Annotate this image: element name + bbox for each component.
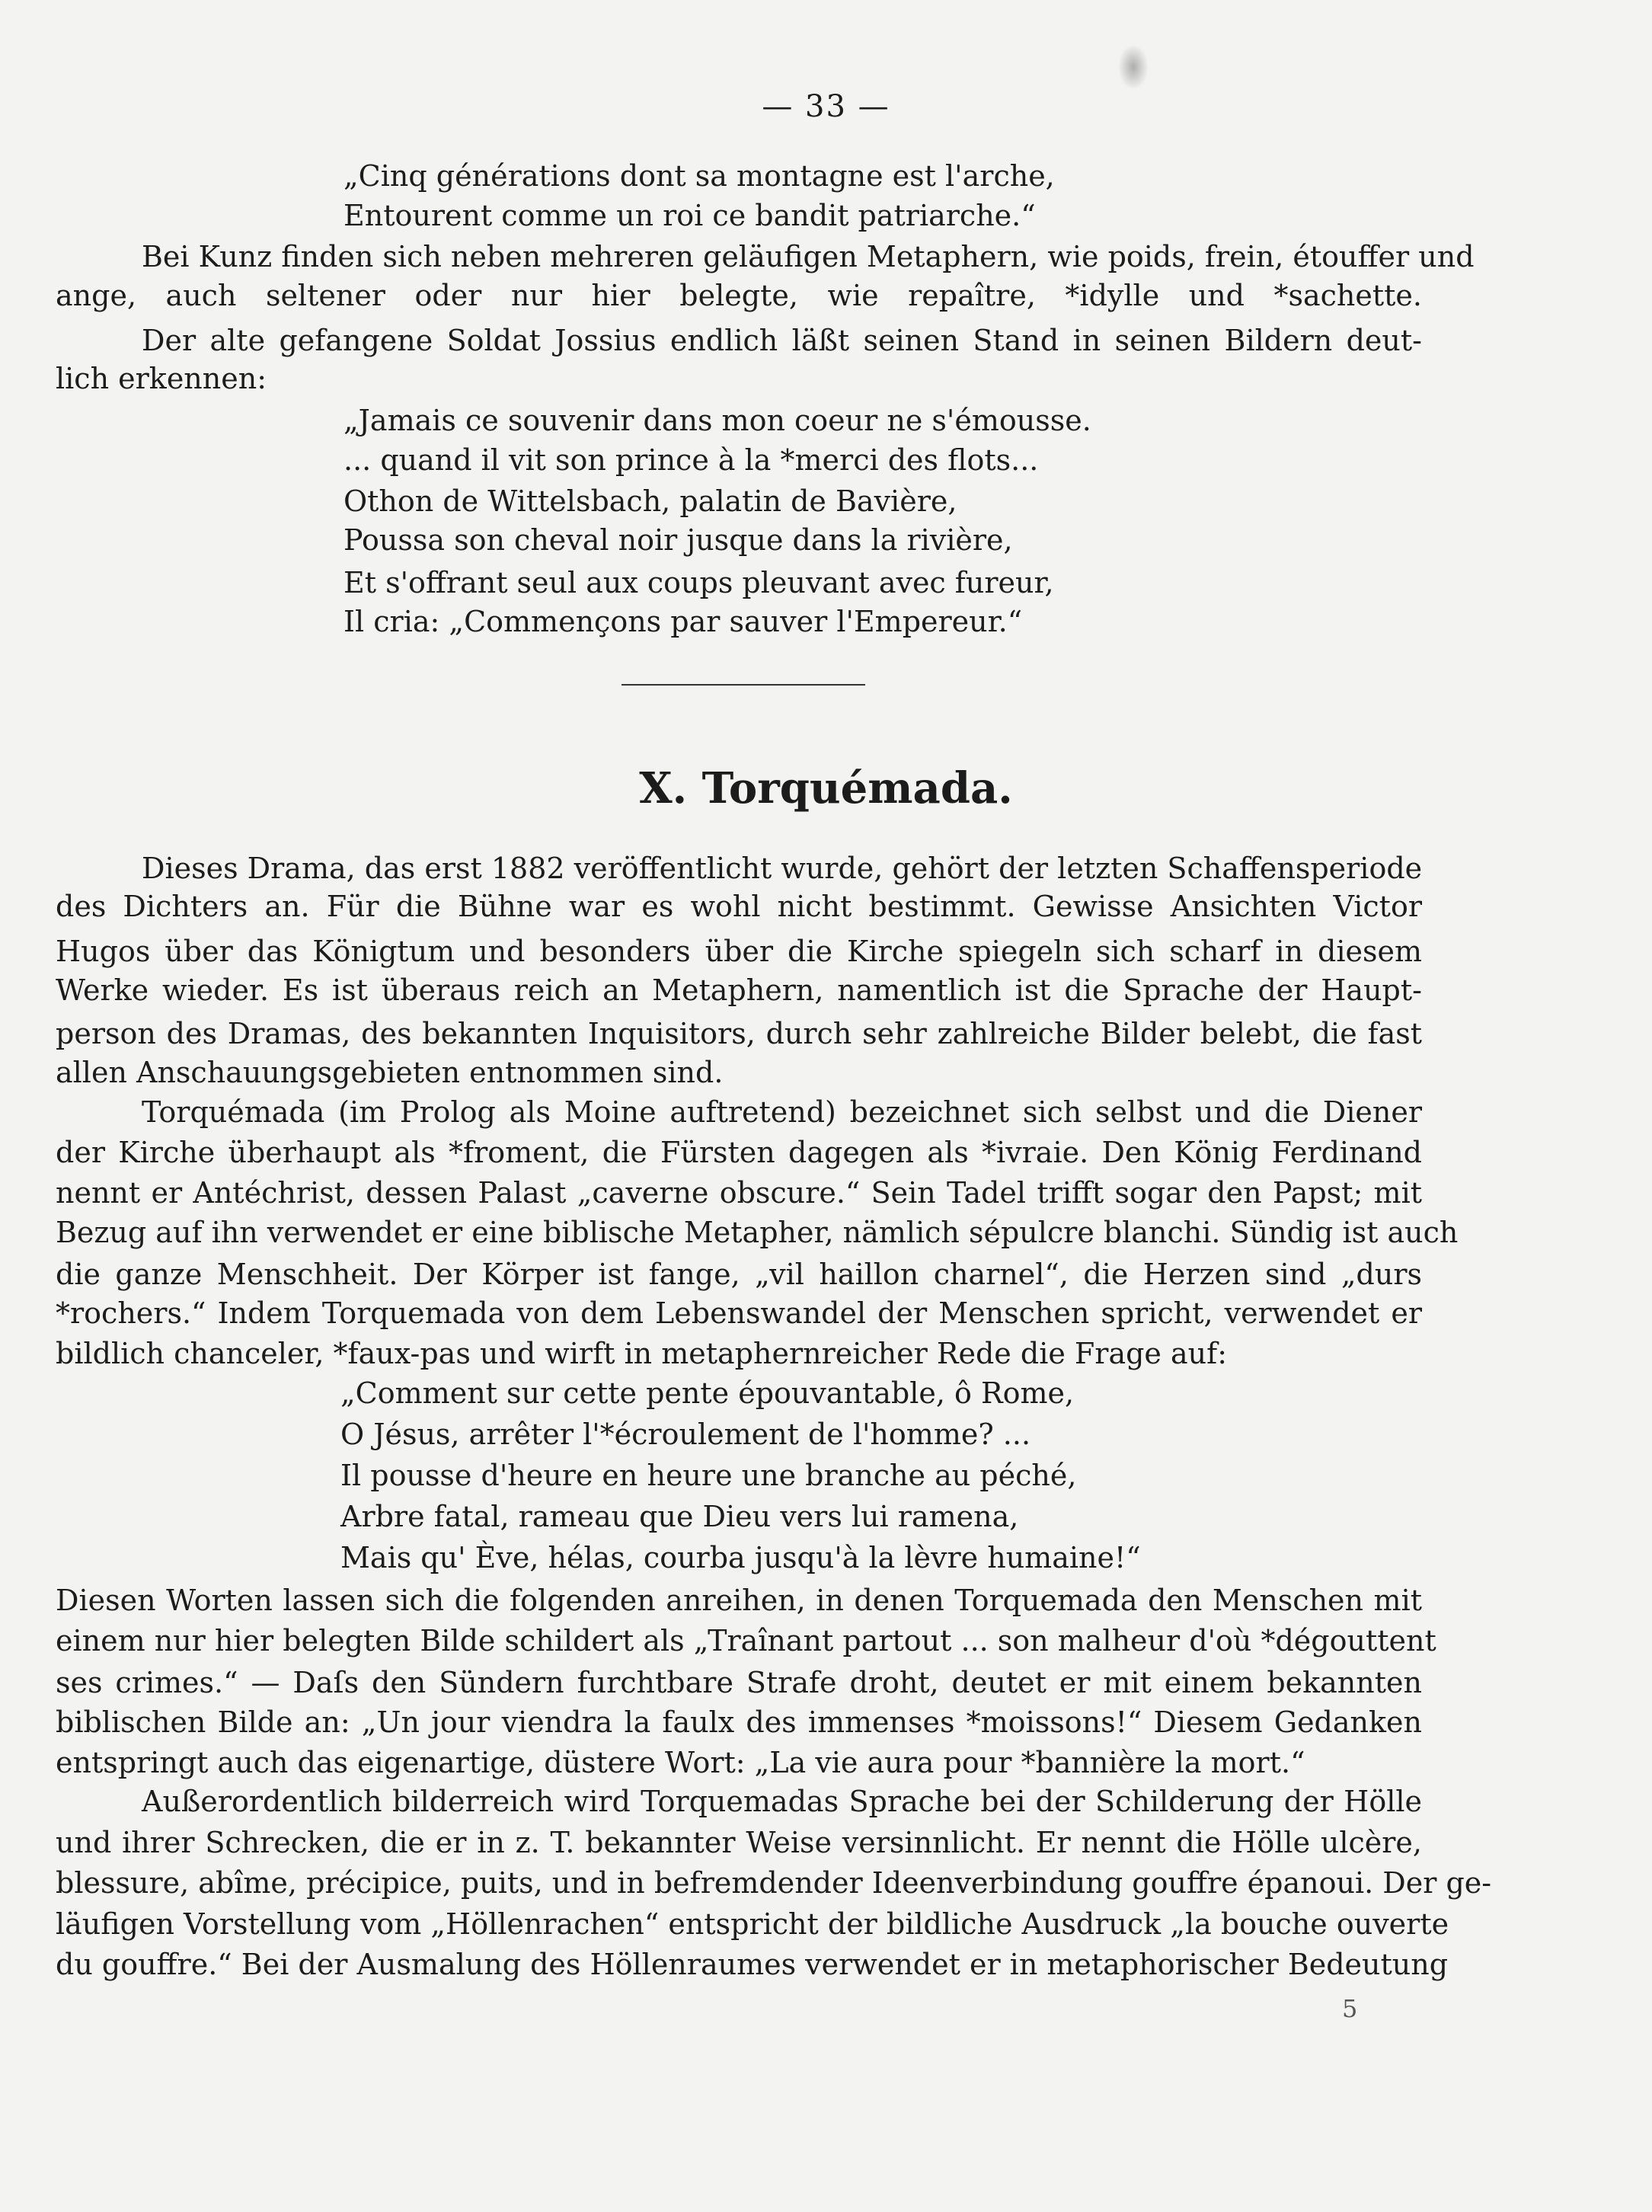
verse-line: „Comment sur cette pente épouvantable, ô Rome, — [340, 1376, 1075, 1410]
paragraph-line: Diesen Worten lassen sich die folgenden anreihen, in denen Torquemada den Menschen mit — [56, 1584, 1422, 1617]
verse-line: „Cinq générations dont sa montagne est l'arche, — [344, 159, 1055, 193]
paragraph-line: die ganze Menschheit. Der Körper ist fange, „vil haillon charnel“, die Herzen sind „durs — [56, 1258, 1422, 1291]
paragraph-line: bildlich chanceler, *faux-pas und wirft in metaphernreicher Rede die Frage auf: — [56, 1337, 1227, 1370]
paragraph-line: einem nur hier belegten Bilde schildert als „Traînant partout ... son malheur d'où *dégouttent — [56, 1624, 1436, 1657]
paragraph-line: *rochers.“ Indem Torquemada von dem Lebenswandel der Menschen spricht, verwendet er — [56, 1296, 1422, 1330]
paragraph-line: Dieses Drama, das erst 1882 veröffentlicht wurde, gehört der letzten Schaffensperiode — [142, 852, 1423, 885]
paragraph-line: person des Dramas, des bekannten Inquisitors, durch sehr zahlreiche Bilder belebt, die fast — [56, 1017, 1422, 1050]
paragraph-line: biblischen Bilde an: „Un jour viendra la faulx des immenses *moissons!“ Diesem Gedanken — [56, 1705, 1422, 1739]
verse-line: Othon de Wittelsbach, palatin de Bavière, — [344, 484, 957, 518]
section-heading: X. Torquémada. — [639, 763, 1013, 814]
paragraph-line: nennt er Antéchrist, dessen Palast „caverne obscure.“ Sein Tadel trifft sogar den Papst; mit — [56, 1176, 1422, 1210]
paragraph-line: und ihrer Schrecken, die er in z. T. bekannter Weise versinnlicht. Er nennt die Hölle ulcère, — [56, 1826, 1422, 1859]
paragraph-line: ses crimes.“ — Daſs den Sündern furchtbare Strafe droht, deutet er mit einem bekannten — [56, 1666, 1422, 1699]
signature-mark: 5 — [1342, 1994, 1358, 2023]
paragraph-line: läufigen Vorstellung vom „Höllenrachen“ entspricht der bildliche Ausdruck „la bouche ouverte — [56, 1907, 1449, 1941]
paragraph-line: ange, auch seltener oder nur hier belegte, wie repaître, *idylle und *sachette. — [56, 279, 1422, 312]
paragraph-line: Der alte gefangene Soldat Jossius endlich läßt seinen Stand in seinen Bildern deut- — [142, 324, 1422, 357]
ink-smudge — [1118, 44, 1149, 90]
paragraph-line: entspringt auch das eigenartige, düstere Wort: „La vie aura pour *bannière la mort.“ — [56, 1746, 1305, 1779]
verse-line: Entourent comme un roi ce bandit patriarche.“ — [344, 199, 1036, 232]
paragraph-line: blessure, abîme, précipice, puits, und in befremdender Ideenverbindung gouffre épanoui. Der ge- — [56, 1866, 1492, 1900]
verse-line: Poussa son cheval noir jusque dans la rivière, — [344, 523, 1013, 557]
paragraph-line: Außerordentlich bilderreich wird Torquemadas Sprache bei der Schilderung der Hölle — [142, 1785, 1422, 1818]
paragraph-line: Torquémada (im Prolog als Moine auftretend) bezeichnet sich selbst und die Diener — [142, 1095, 1422, 1129]
page-number: — 33 — — [762, 89, 890, 124]
paragraph-line: du gouffre.“ Bei der Ausmalung des Höllenraumes verwendet er in metaphorischer Bedeutung — [56, 1948, 1449, 1981]
paragraph-line: Bei Kunz finden sich neben mehreren geläufigen Metaphern, wie poids, frein, étouffer und — [142, 240, 1475, 273]
verse-line: Arbre fatal, rameau que Dieu vers lui ramena, — [340, 1500, 1019, 1533]
verse-line: Mais qu' Ève, hélas, courba jusqu'à la lèvre humaine!“ — [340, 1541, 1141, 1574]
paragraph-line: lich erkennen: — [56, 362, 267, 395]
paragraph-line: Werke wieder. Es ist überaus reich an Metaphern, namentlich ist die Sprache der Haupt- — [56, 973, 1422, 1007]
paragraph-line: der Kirche überhaupt als *froment, die Fürsten dagegen als *ivraie. Den König Ferdinand — [56, 1136, 1422, 1169]
verse-line: Et s'offrant seul aux coups pleuvant avec fureur, — [344, 566, 1054, 599]
paragraph-line: Bezug auf ihn verwendet er eine biblische Metapher, nämlich sépulcre blanchi. Sündig ist auch — [56, 1216, 1459, 1249]
section-divider — [621, 684, 865, 686]
paragraph-line: allen Anschauungsgebieten entnommen sind. — [56, 1056, 724, 1089]
verse-line: Il cria: „Commençons par sauver l'Empereur.“ — [344, 605, 1023, 638]
verse-line: ... quand il vit son prince à la *merci des flots... — [344, 443, 1039, 477]
verse-line: O Jésus, arrêter l'*écroulement de l'homme? ... — [340, 1418, 1031, 1451]
verse-line: Il pousse d'heure en heure une branche au péché, — [340, 1459, 1077, 1492]
verse-line: „Jamais ce souvenir dans mon coeur ne s'émousse. — [344, 404, 1091, 437]
paragraph-line: des Dichters an. Für die Bühne war es wohl nicht bestimmt. Gewisse Ansichten Victor — [56, 890, 1422, 923]
paragraph-line: Hugos über das Königtum und besonders über die Kirche spiegeln sich scharf in diesem — [56, 935, 1422, 968]
